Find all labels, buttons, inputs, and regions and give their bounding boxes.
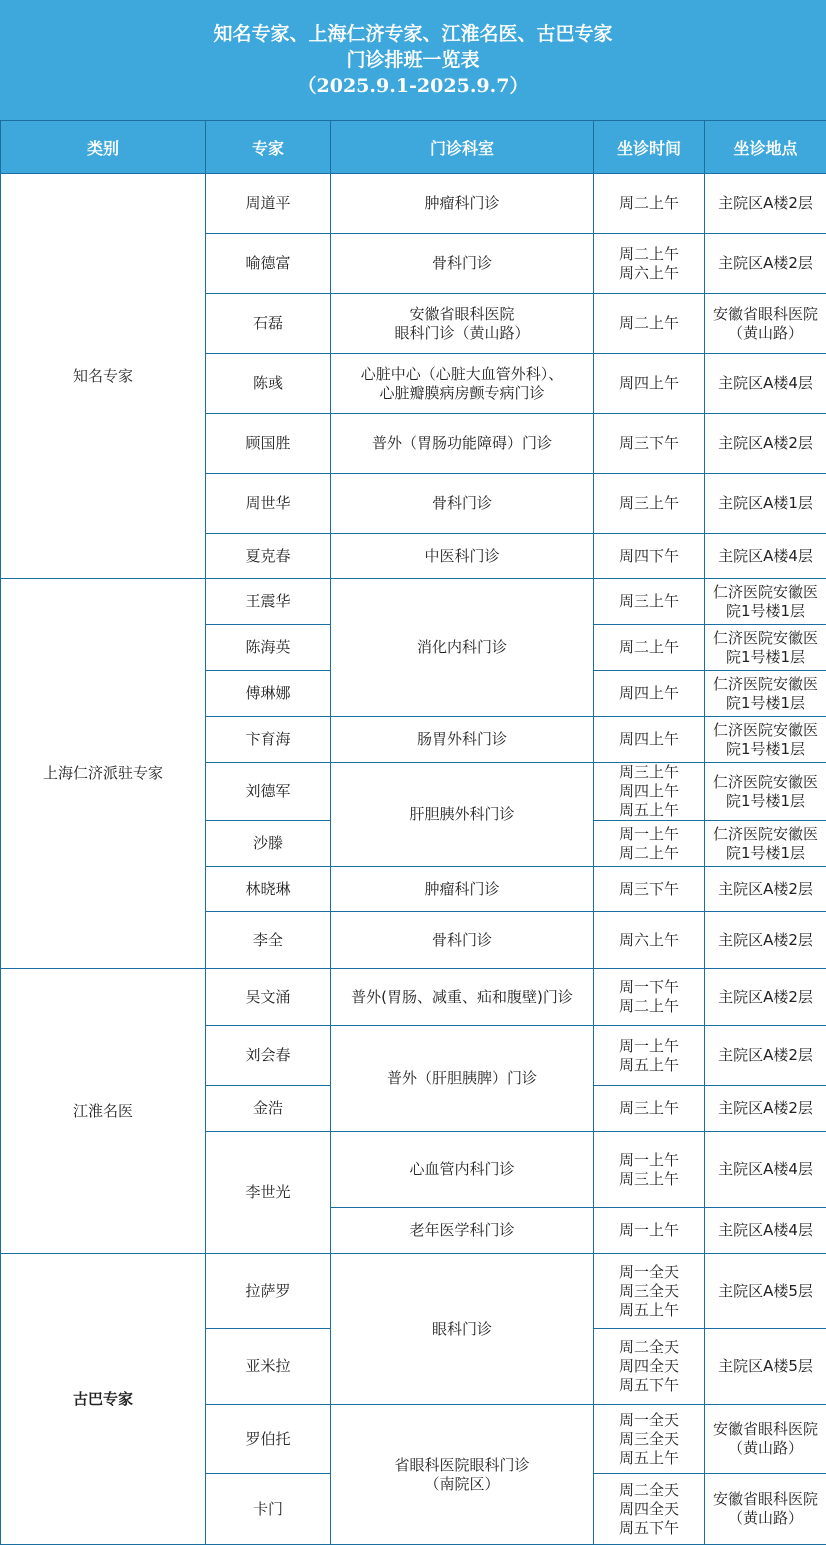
time-line: 周二上午	[594, 638, 704, 657]
time-cell	[594, 474, 705, 534]
time-line: 周一上午	[594, 1221, 704, 1240]
time-line: 周二全天	[594, 1481, 704, 1500]
location-cell	[705, 625, 826, 671]
time-cell	[594, 912, 705, 969]
time-line: 周五上午	[594, 1301, 704, 1320]
location-cell	[705, 294, 826, 354]
department-line: 中医科门诊	[331, 547, 593, 566]
expert-cell: 拉萨罗	[206, 1254, 331, 1329]
expert-cell: 喻德富	[206, 234, 331, 294]
department-line: 眼科门诊	[331, 1320, 593, 1339]
time-cell	[594, 1474, 705, 1545]
title-line-1: 知名专家、上海仁济专家、江淮名医、古巴专家	[0, 0, 826, 47]
location-cell	[705, 579, 826, 625]
department-line: 老年医学科门诊	[331, 1221, 593, 1240]
expert-cell: 亚米拉	[206, 1329, 331, 1405]
time-line: 周二上午	[594, 314, 704, 333]
location-line: 安徽省眼科医院	[705, 1420, 826, 1439]
location-line: 主院区A楼2层	[705, 254, 826, 273]
time-line: 周二上午	[594, 997, 704, 1016]
time-line: 周二上午	[594, 245, 704, 264]
location-cell	[705, 1208, 826, 1254]
location-cell	[705, 1086, 826, 1132]
time-cell	[594, 1132, 705, 1208]
time-line: 周六上午	[594, 264, 704, 283]
time-line: 周一上午	[594, 825, 704, 844]
time-line: 周三下午	[594, 434, 704, 453]
expert-cell: 沙滕	[206, 821, 331, 867]
department-cell	[331, 867, 594, 912]
title-banner	[0, 0, 826, 120]
table-row	[1, 1254, 826, 1329]
time-line: 周五上午	[594, 1449, 704, 1468]
time-cell	[594, 625, 705, 671]
location-cell	[705, 1474, 826, 1545]
location-line: 院1号楼1层	[705, 844, 826, 863]
time-cell	[594, 1208, 705, 1254]
time-cell	[594, 717, 705, 763]
department-cell	[331, 1208, 594, 1254]
time-cell	[594, 671, 705, 717]
department-cell	[331, 1026, 594, 1132]
location-cell	[705, 912, 826, 969]
location-cell	[705, 867, 826, 912]
location-line: 主院区A楼2层	[705, 988, 826, 1007]
location-line: 仁济医院安徽医	[705, 773, 826, 792]
location-cell	[705, 1405, 826, 1474]
time-cell	[594, 294, 705, 354]
location-line: 安徽省眼科医院	[705, 1490, 826, 1509]
time-cell	[594, 1086, 705, 1132]
location-line: 院1号楼1层	[705, 602, 826, 621]
department-line: 骨科门诊	[331, 494, 593, 513]
department-line: 普外（胃肠功能障碍）门诊	[331, 434, 593, 453]
location-line: 主院区A楼5层	[705, 1282, 826, 1301]
expert-cell: 王震华	[206, 579, 331, 625]
location-line: 主院区A楼5层	[705, 1357, 826, 1376]
time-line: 周六上午	[594, 931, 704, 950]
location-cell	[705, 1329, 826, 1405]
location-line: 仁济医院安徽医	[705, 825, 826, 844]
category-cell: 知名专家	[1, 174, 206, 579]
expert-cell: 周世华	[206, 474, 331, 534]
time-line: 周一全天	[594, 1263, 704, 1282]
department-line: 普外（肝胆胰脾）门诊	[331, 1069, 593, 1088]
expert-cell: 金浩	[206, 1086, 331, 1132]
location-line: 院1号楼1层	[705, 694, 826, 713]
location-cell	[705, 671, 826, 717]
location-cell	[705, 821, 826, 867]
location-line: 主院区A楼2层	[705, 194, 826, 213]
department-cell	[331, 912, 594, 969]
time-line: 周四全天	[594, 1500, 704, 1519]
expert-cell: 李全	[206, 912, 331, 969]
header-time: 坐诊时间	[594, 121, 705, 174]
department-cell	[331, 1132, 594, 1208]
location-cell	[705, 354, 826, 414]
expert-cell: 林晓琳	[206, 867, 331, 912]
location-line: 主院区A楼4层	[705, 1160, 826, 1179]
time-cell	[594, 867, 705, 912]
location-line: 院1号楼1层	[705, 792, 826, 811]
time-cell	[594, 234, 705, 294]
time-line: 周三全天	[594, 1282, 704, 1301]
department-line: 心脏瓣膜病房颤专病门诊	[331, 384, 593, 403]
expert-cell: 石磊	[206, 294, 331, 354]
time-line: 周三上午	[594, 763, 704, 782]
header-department: 门诊科室	[331, 121, 594, 174]
table-row	[1, 174, 826, 234]
time-line: 周二全天	[594, 1338, 704, 1357]
time-cell	[594, 1026, 705, 1086]
location-cell	[705, 1026, 826, 1086]
time-line: 周五上午	[594, 1056, 704, 1075]
department-cell	[331, 969, 594, 1026]
table-row	[1, 579, 826, 625]
time-line: 周五下午	[594, 1519, 704, 1538]
time-cell	[594, 534, 705, 579]
department-line: （南院区）	[331, 1475, 593, 1494]
department-line: 眼科门诊（黄山路）	[331, 324, 593, 343]
location-cell	[705, 534, 826, 579]
department-line: 心血管内科门诊	[331, 1160, 593, 1179]
department-cell	[331, 579, 594, 717]
department-cell	[331, 234, 594, 294]
location-line: （黄山路）	[705, 1509, 826, 1528]
department-cell	[331, 534, 594, 579]
time-cell	[594, 821, 705, 867]
location-line: 主院区A楼4层	[705, 547, 826, 566]
category-cell: 古巴专家	[1, 1254, 206, 1545]
time-cell	[594, 1254, 705, 1329]
department-cell	[331, 354, 594, 414]
time-line: 周三上午	[594, 1170, 704, 1189]
department-line: 安徽省眼科医院	[331, 305, 593, 324]
location-line: 院1号楼1层	[705, 648, 826, 667]
department-line: 骨科门诊	[331, 931, 593, 950]
time-cell	[594, 354, 705, 414]
title-line-2: 门诊排班一览表	[0, 47, 826, 73]
expert-cell: 周道平	[206, 174, 331, 234]
location-line: 主院区A楼4层	[705, 1221, 826, 1240]
department-line: 心脏中心（心脏大血管外科）、	[331, 365, 593, 384]
expert-cell: 顾国胜	[206, 414, 331, 474]
time-line: 周三全天	[594, 1430, 704, 1449]
time-cell	[594, 969, 705, 1026]
location-cell	[705, 174, 826, 234]
location-line: （黄山路）	[705, 324, 826, 343]
location-cell	[705, 234, 826, 294]
location-line: 院1号楼1层	[705, 740, 826, 759]
expert-cell: 傅琳娜	[206, 671, 331, 717]
department-cell	[331, 763, 594, 867]
location-line: 仁济医院安徽医	[705, 721, 826, 740]
time-cell	[594, 579, 705, 625]
department-cell	[331, 294, 594, 354]
time-cell	[594, 414, 705, 474]
expert-cell: 陈彧	[206, 354, 331, 414]
department-cell	[331, 1405, 594, 1545]
location-cell	[705, 474, 826, 534]
time-cell	[594, 174, 705, 234]
department-line: 消化内科门诊	[331, 638, 593, 657]
expert-cell: 卞育海	[206, 717, 331, 763]
time-line: 周五下午	[594, 1376, 704, 1395]
time-line: 周四上午	[594, 374, 704, 393]
location-line: 仁济医院安徽医	[705, 675, 826, 694]
department-line: 肝胆胰外科门诊	[331, 805, 593, 824]
location-cell	[705, 1254, 826, 1329]
time-cell	[594, 1329, 705, 1405]
department-cell	[331, 474, 594, 534]
time-line: 周四全天	[594, 1357, 704, 1376]
department-line: 肿瘤科门诊	[331, 880, 593, 899]
time-line: 周四上午	[594, 730, 704, 749]
department-line: 普外(胃肠、减重、疝和腹壁)门诊	[331, 988, 593, 1007]
location-line: 主院区A楼2层	[705, 434, 826, 453]
title-line-3: （2025.9.1-2025.9.7）	[0, 73, 826, 99]
time-line: 周二上午	[594, 844, 704, 863]
table-header-row	[1, 121, 826, 174]
time-line: 周一全天	[594, 1411, 704, 1430]
time-line: 周三下午	[594, 880, 704, 899]
table-body	[1, 174, 826, 1545]
location-line: 主院区A楼2层	[705, 1046, 826, 1065]
time-line: 周二上午	[594, 194, 704, 213]
time-line: 周三上午	[594, 592, 704, 611]
location-line: （黄山路）	[705, 1439, 826, 1458]
location-cell	[705, 763, 826, 821]
time-line: 周一上午	[594, 1151, 704, 1170]
location-line: 安徽省眼科医院	[705, 305, 826, 324]
department-line: 肿瘤科门诊	[331, 194, 593, 213]
time-line: 周一下午	[594, 978, 704, 997]
location-cell	[705, 1132, 826, 1208]
expert-cell: 夏克春	[206, 534, 331, 579]
time-cell	[594, 763, 705, 821]
location-cell	[705, 969, 826, 1026]
header-location: 坐诊地点	[705, 121, 826, 174]
department-cell	[331, 717, 594, 763]
location-line: 仁济医院安徽医	[705, 629, 826, 648]
time-line: 周三上午	[594, 494, 704, 513]
location-cell	[705, 414, 826, 474]
time-line: 周四上午	[594, 782, 704, 801]
schedule-table	[0, 120, 826, 1545]
location-line: 主院区A楼2层	[705, 880, 826, 899]
expert-cell: 罗伯托	[206, 1405, 331, 1474]
time-cell	[594, 1405, 705, 1474]
department-cell	[331, 174, 594, 234]
expert-cell: 刘会春	[206, 1026, 331, 1086]
category-cell: 上海仁济派驻专家	[1, 579, 206, 969]
location-cell	[705, 717, 826, 763]
location-line: 主院区A楼4层	[705, 374, 826, 393]
department-cell	[331, 1254, 594, 1405]
time-line: 周三上午	[594, 1099, 704, 1118]
category-cell: 江淮名医	[1, 969, 206, 1254]
location-line: 主院区A楼1层	[705, 494, 826, 513]
header-category: 类别	[1, 121, 206, 174]
expert-cell: 卡门	[206, 1474, 331, 1545]
time-line: 周一上午	[594, 1037, 704, 1056]
time-line: 周五上午	[594, 801, 704, 820]
location-line: 主院区A楼2层	[705, 931, 826, 950]
department-cell	[331, 414, 594, 474]
expert-cell: 吴文涌	[206, 969, 331, 1026]
expert-cell: 李世光	[206, 1132, 331, 1254]
table-row	[1, 969, 826, 1026]
department-line: 省眼科医院眼科门诊	[331, 1456, 593, 1475]
expert-cell: 陈海英	[206, 625, 331, 671]
department-line: 肠胃外科门诊	[331, 730, 593, 749]
time-line: 周四上午	[594, 684, 704, 703]
location-line: 主院区A楼2层	[705, 1099, 826, 1118]
header-expert: 专家	[206, 121, 331, 174]
time-line: 周四下午	[594, 547, 704, 566]
location-line: 仁济医院安徽医	[705, 583, 826, 602]
expert-cell: 刘德军	[206, 763, 331, 821]
department-line: 骨科门诊	[331, 254, 593, 273]
